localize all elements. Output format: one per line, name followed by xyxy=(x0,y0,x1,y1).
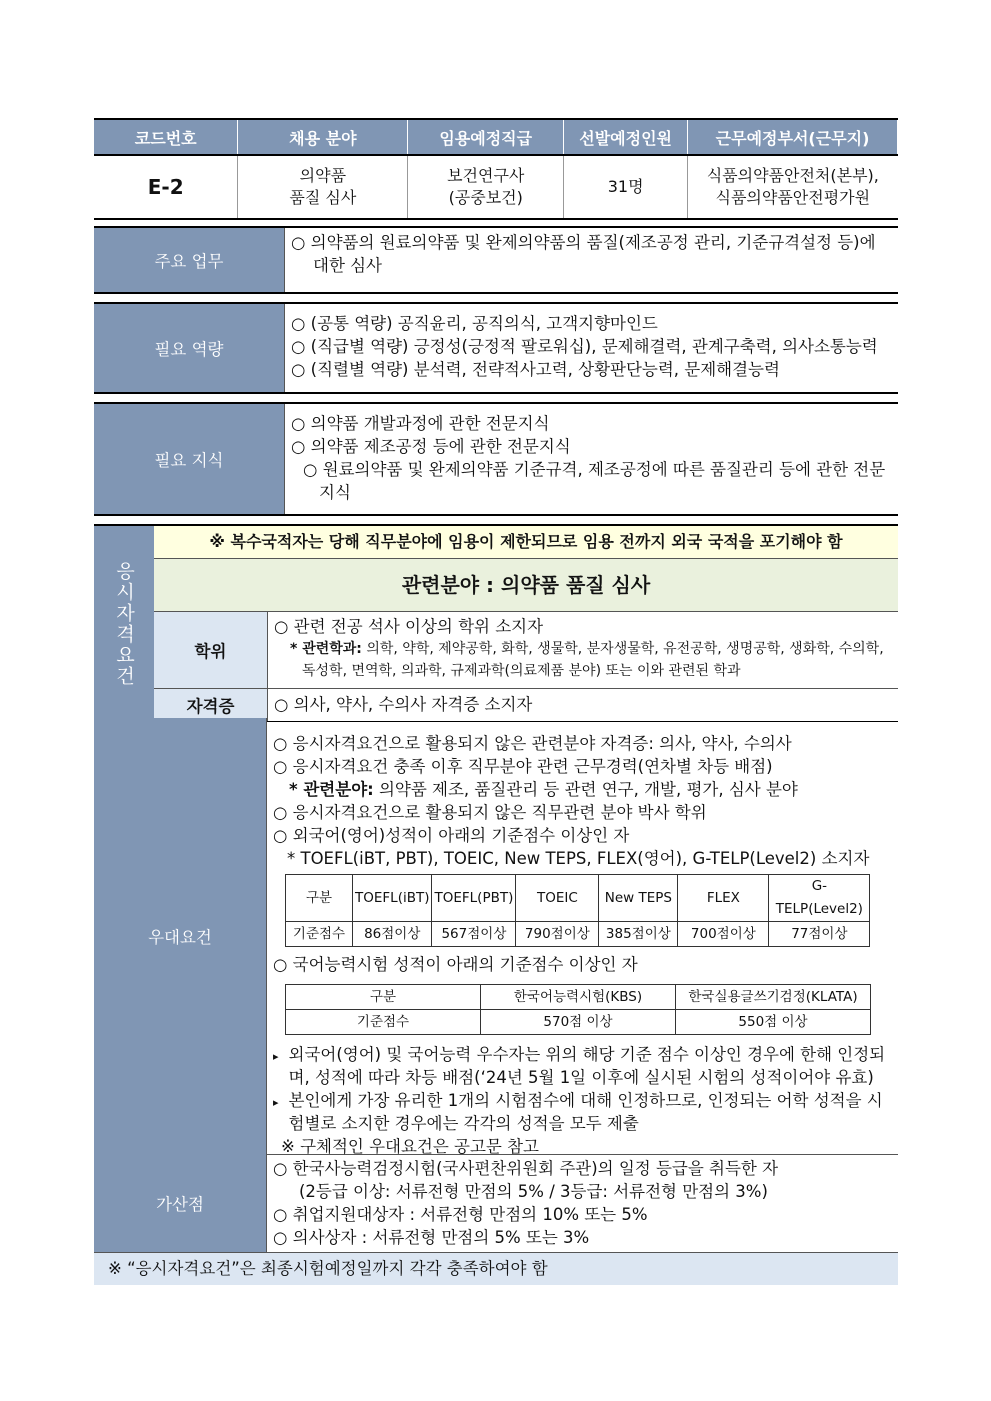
dual-nationality-notice: ※ 복수국적자는 당해 직무분야에 임용이 제한되므로 임용 전까지 외국 국적을 포기해야 함 xyxy=(154,526,898,559)
col-code: 코드번호 xyxy=(94,119,238,155)
field-value: 의약품 품질 심사 xyxy=(238,155,408,219)
competency-section xyxy=(94,302,898,394)
qualification-side-label: 응시자격요건 xyxy=(94,526,154,721)
qualification-section xyxy=(94,524,898,722)
knowledge-label: 필요 지식 xyxy=(94,404,285,514)
position-header-table xyxy=(94,118,898,220)
degree-majors: * 관련학과: 의학, 약학, 제약공학, 화학, 생물학, 분자생물학, 유전공학, 생명공학, 생화학, 수의학, 독성학, 면역학, 의과학, 규제과학(의료제품 분야) 또는 이와 관련된 학과 xyxy=(290,641,884,679)
korean-score-table: 구분 한국어능력시험(KBS) 한국실용글쓰기검정(KLATA) 기준점수 570점 이상 550점 이상 xyxy=(285,984,871,1035)
bonus-line-4: ○ 의사상자 : 서류전형 만점의 5% 또는 3% xyxy=(273,1228,590,1247)
degree-line: ○ 관련 전공 석사 이상의 학위 소지자 xyxy=(274,617,544,636)
duty-text: ○ 의약품의 원료의약품 및 완제의약품의 품질(제조공정 관리, 기준규격설정 등)에 대한 심사 xyxy=(291,233,876,275)
rank-value: 보건연구사 (공중보건) xyxy=(408,155,564,219)
korean-line: ○ 국어능력시험 성적이 아래의 기준점수 이상인 자 xyxy=(273,955,638,974)
count-value: 31명 xyxy=(564,155,688,219)
english-score-table: 구분 TOEFL(iBT) TOEFL(PBT) TOEIC New TEPS FLEX G-TELP(Level2) 기준점수 86점이상 567점이상 790점이상 385점이상 700점이상 77점이상 xyxy=(285,874,870,947)
pref-line-4: ○ 외국어(영어)성적이 아래의 기준점수 이상인 자 xyxy=(273,826,630,845)
knowledge-list: ○ 의약품 개발과정에 관한 전문지식 ○ 의약품 제조공정 등에 관한 전문지식 ○ 원료의약품 및 완제의약품 기준규격, 제조공정에 따른 품질관리 등에 관한 전문지식 xyxy=(291,414,886,502)
preference-section xyxy=(94,718,898,1155)
duty-label: 주요 업무 xyxy=(94,228,285,292)
col-dept: 근무예정부서(근무지) xyxy=(688,119,898,155)
col-field: 채용 분야 xyxy=(238,119,408,155)
related-field-title: 관련분야 : 의약품 품질 심사 xyxy=(154,559,898,612)
cert-line: ○ 의사, 약사, 수의사 자격증 소지자 xyxy=(274,695,533,714)
bonus-line-1: ○ 한국사능력검정시험(국사편찬위원회 주관)의 일정 등급을 취득한 자 xyxy=(273,1159,779,1178)
preference-label: 우대요건 xyxy=(94,718,267,1154)
col-rank: 임용예정직급 xyxy=(408,119,564,155)
bonus-line-3: ○ 취업지원대상자 : 서류전형 만점의 10% 또는 5% xyxy=(273,1205,648,1224)
competency-label: 필요 역량 xyxy=(94,304,285,392)
knowledge-section xyxy=(94,402,898,516)
footer-note: ※ “응시자격요건”은 최종시험예정일까지 각각 충족하여야 함 xyxy=(94,1253,898,1285)
code-value: E-2 xyxy=(94,155,238,219)
pref-bullet-1: ▸ 외국어(영어) 및 국어능력 우수자는 위의 해당 기준 점수 이상인 경우에 한해 인정되며, 성적에 따라 차등 배점(‘24년 5월 1일 이후에 실시된 시험의 성적이어야 유효) xyxy=(273,1043,892,1089)
pref-related-field: * 관련분야: 의약품 제조, 품질관리 등 관련 연구, 개발, 평가, 심사 분야 xyxy=(289,780,798,799)
competency-list: ○ (공통 역량) 공직윤리, 공직의식, 고객지향마인드 ○ (직급별 역량) 긍정성(긍정적 팔로워십), 문제해결력, 관계구축력, 의사소통능력 ○ (직렬별 역량) 분석력, 전략적사고력, 상황판단능력, 문제해결능력 xyxy=(291,314,878,379)
duty-section xyxy=(94,226,898,294)
pref-line-1: ○ 응시자격요건으로 활용되지 않은 관련분야 자격증: 의사, 약사, 수의사 xyxy=(273,734,792,753)
bonus-section xyxy=(94,1154,898,1253)
degree-label: 학위 xyxy=(154,612,268,688)
pref-line-2: ○ 응시자격요건 충족 이후 직무분야 관련 근무경력(연차별 차등 배점) xyxy=(273,757,773,776)
pref-bullet-2: ▸ 본인에게 가장 유리한 1개의 시험점수에 대해 인정하므로, 인정되는 어학 성적을 시험별로 소지한 경우에는 각각의 성적을 모두 제출 xyxy=(273,1089,892,1135)
pref-reference: ※ 구체적인 우대요건은 공고문 참고 xyxy=(281,1137,539,1156)
cert-label: 자격증 xyxy=(154,689,268,721)
pref-line-3: ○ 응시자격요건으로 활용되지 않은 직무관련 분야 박사 학위 xyxy=(273,803,707,822)
bonus-label: 가산점 xyxy=(94,1154,267,1252)
dept-value: 식품의약품안전처(본부), 식품의약품안전평가원 xyxy=(688,155,898,219)
bonus-line-2: (2등급 이상: 서류전형 만점의 5% / 3등급: 서류전형 만점의 3%) xyxy=(299,1182,768,1201)
eng-note: * TOEFL(iBT, PBT), TOEIC, New TEPS, FLEX(영어), G-TELP(Level2) 소지자 xyxy=(287,849,870,868)
col-count: 선발예정인원 xyxy=(564,119,688,155)
